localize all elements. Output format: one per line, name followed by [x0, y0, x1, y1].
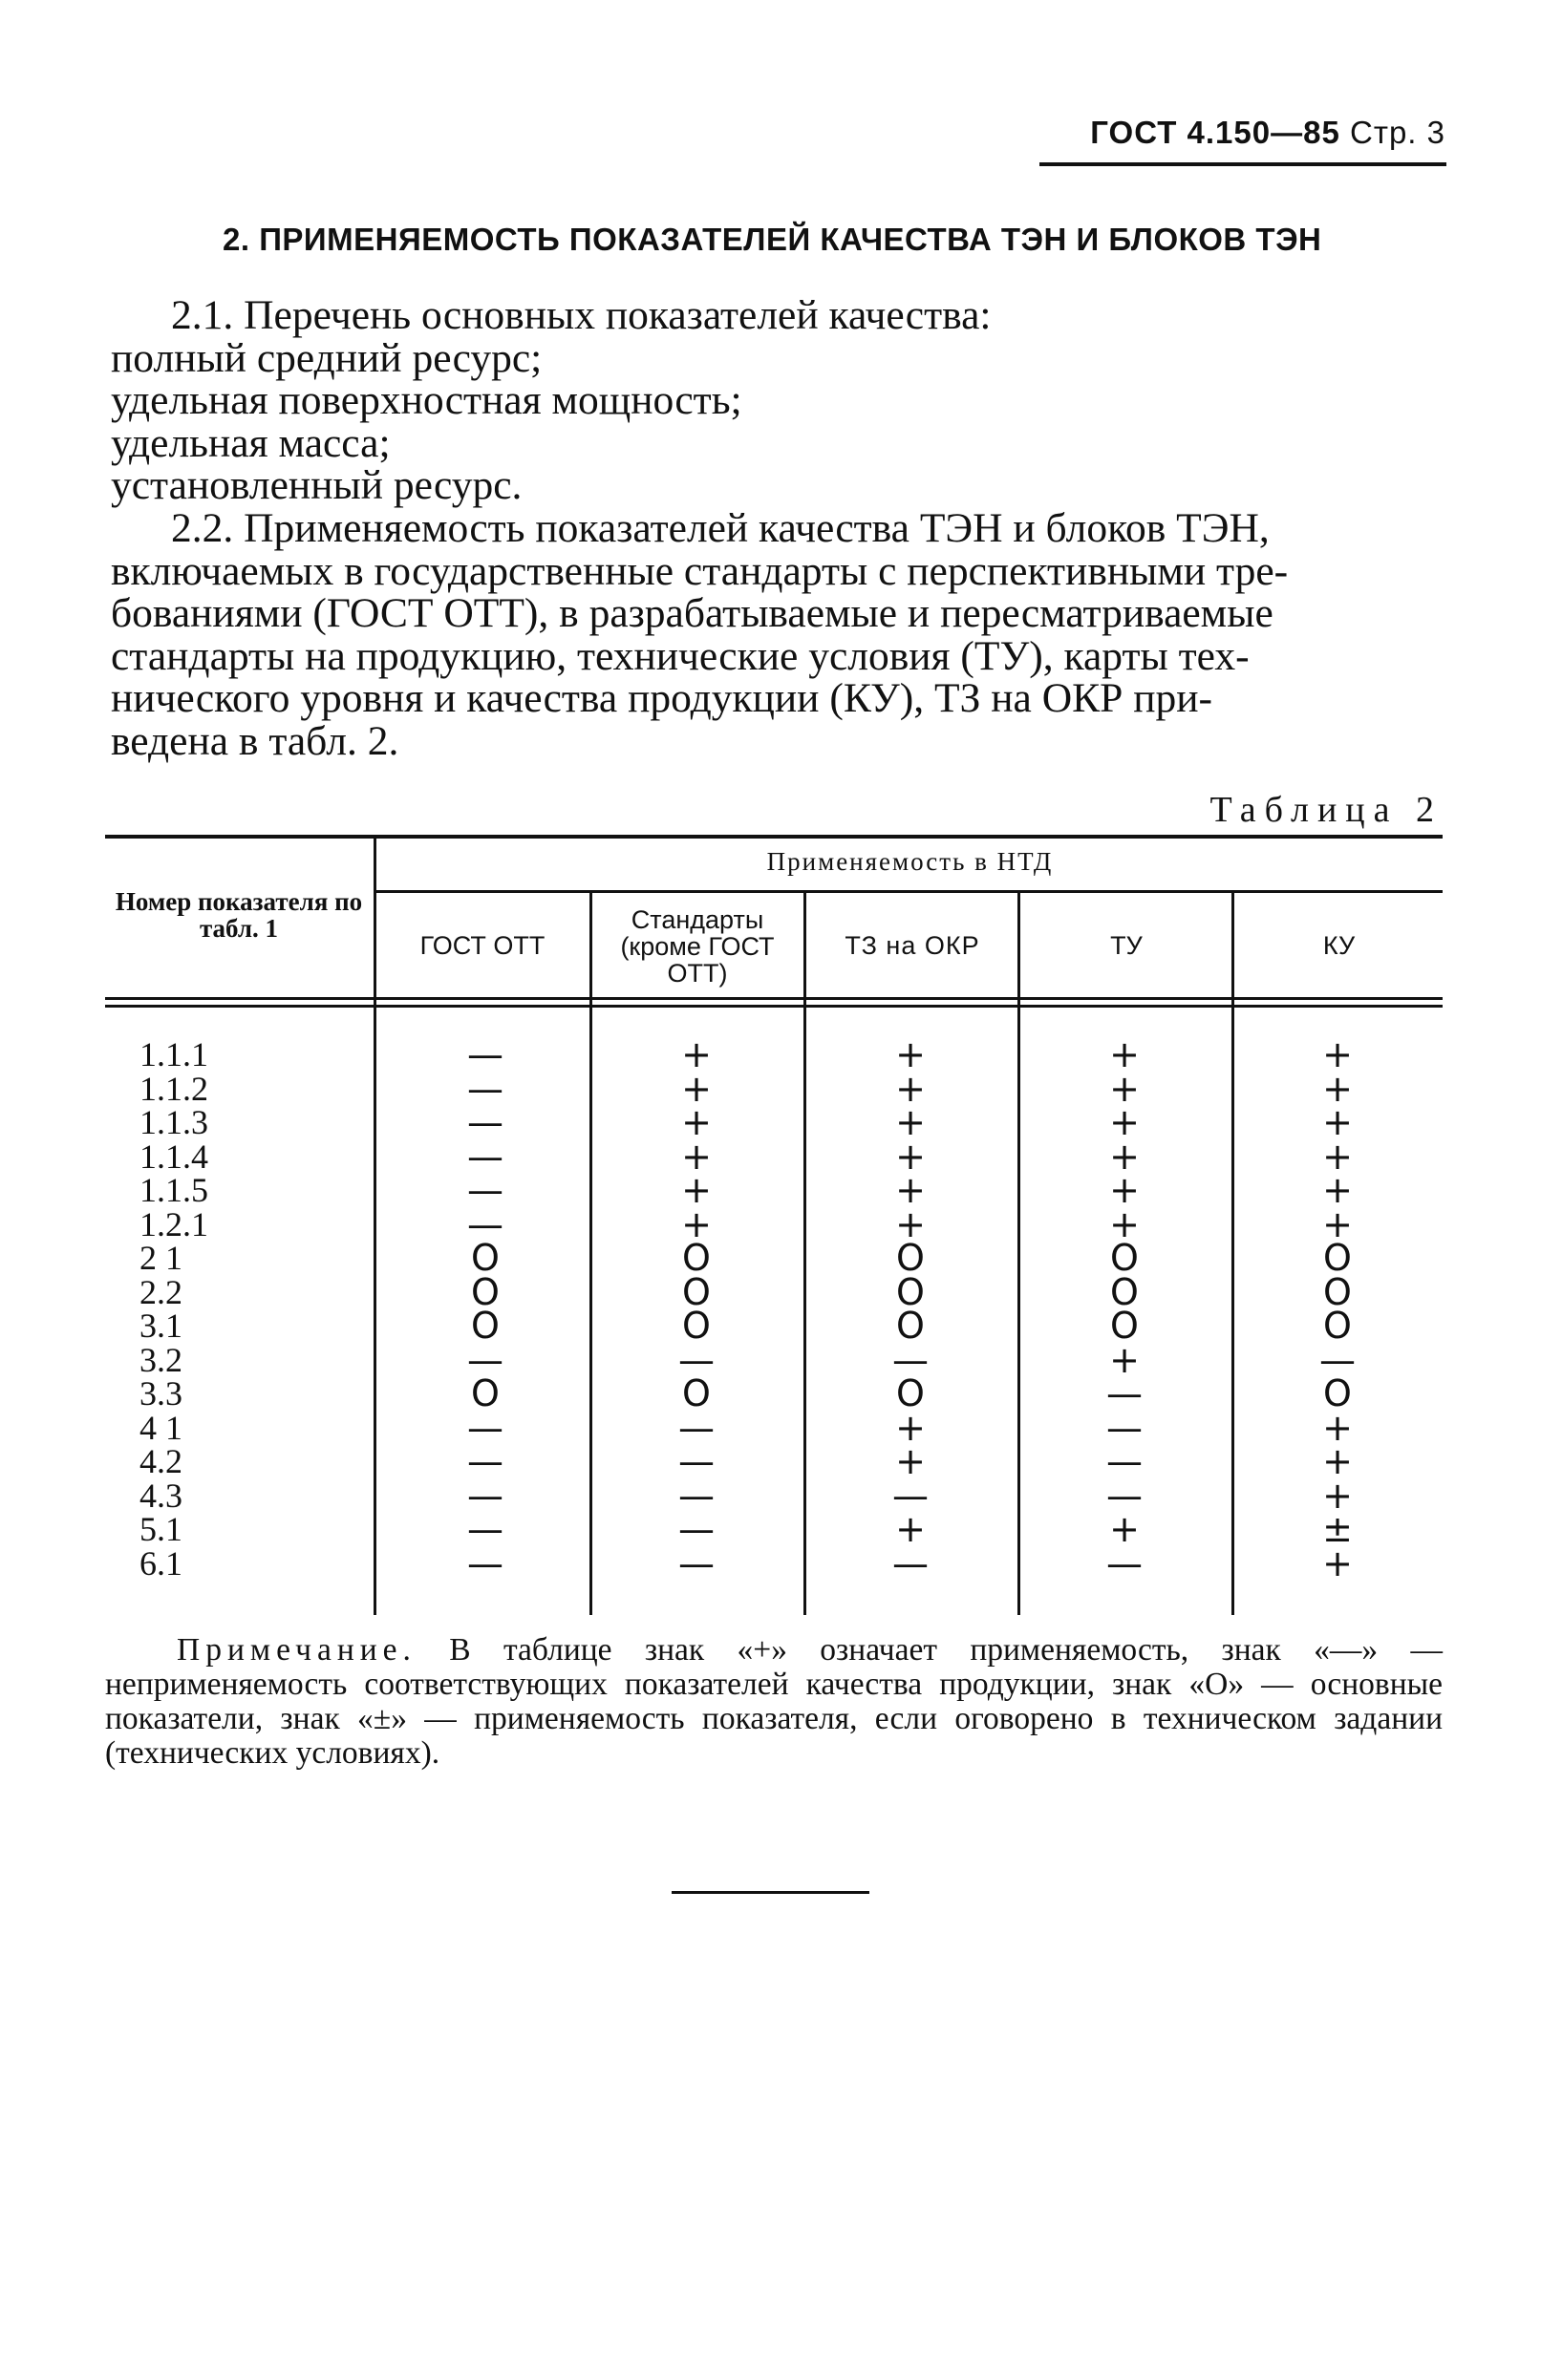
table-header-rule [105, 1005, 1443, 1008]
table-cell: + [1322, 1440, 1353, 1482]
table-top-rule [105, 835, 1443, 839]
table-cell: + [895, 1135, 926, 1178]
table-cell: + [895, 1406, 926, 1449]
table-cell: + [895, 1508, 926, 1550]
table-cell: O [1323, 1305, 1352, 1347]
table-column-divider [589, 892, 592, 1615]
column-header-tz-okr: ТЗ на ОКР [845, 931, 980, 960]
row-number: 4.3 [139, 1476, 182, 1515]
table-cell: + [895, 1169, 926, 1211]
row-number-header: Номер показателя по табл. 1 [115, 887, 363, 943]
table-note [105, 1633, 1443, 1771]
table-cell: + [1322, 1101, 1353, 1143]
table-cell: O [896, 1270, 925, 1313]
page-number: Стр. 3 [1350, 115, 1445, 150]
row-number: 1.1.5 [139, 1171, 208, 1209]
running-header [1090, 115, 1445, 151]
table-cell: — [467, 1474, 503, 1517]
table-cell: + [681, 1101, 712, 1143]
table-cell: — [1106, 1372, 1143, 1414]
column-header-standards: Стандарты (кроме ГОСТ ОТТ) [620, 905, 775, 988]
table-cell: ± [1322, 1508, 1353, 1550]
table-cell: + [681, 1067, 712, 1110]
table-cell: + [1109, 1338, 1140, 1381]
list-item: удельная масса; [111, 419, 391, 466]
table-cell: O [682, 1237, 711, 1279]
table-cell: O [471, 1372, 500, 1414]
table-column-divider [1017, 892, 1020, 1615]
table-cell: + [681, 1033, 712, 1075]
table-cell: O [682, 1305, 711, 1347]
table-cell: O [1323, 1270, 1352, 1313]
table-cell: — [1106, 1406, 1143, 1449]
table-cell: — [1319, 1338, 1356, 1381]
row-number: 2.2 [139, 1272, 182, 1311]
row-number: 3.2 [139, 1340, 182, 1379]
table-cell: — [467, 1338, 503, 1381]
note-label: Примечание. [177, 1632, 417, 1668]
row-number: 1.1.1 [139, 1035, 208, 1073]
table-cell: + [1322, 1541, 1353, 1584]
table-cell: O [471, 1270, 500, 1313]
table-cell: — [467, 1508, 503, 1550]
column-header-gost-ott: ГОСТ ОТТ [419, 931, 546, 960]
table-cell: — [467, 1033, 503, 1075]
table-cell: — [467, 1169, 503, 1211]
table-cell: + [895, 1033, 926, 1075]
row-number: 6.1 [139, 1543, 182, 1583]
table-group-rule [375, 890, 1443, 893]
list-item: полный средний ресурс; [111, 334, 543, 381]
table-cell: + [895, 1101, 926, 1143]
row-number: 4 1 [139, 1408, 182, 1447]
table-cell: — [467, 1135, 503, 1178]
table-cell: — [892, 1338, 929, 1381]
table-cell: O [896, 1372, 925, 1414]
row-number: 3.3 [139, 1374, 182, 1413]
table-cell: O [1110, 1305, 1139, 1347]
table-cell: + [1109, 1202, 1140, 1245]
table-cell: — [467, 1202, 503, 1245]
table-cell: — [1106, 1440, 1143, 1482]
table-cell: — [678, 1440, 715, 1482]
table-cell: O [896, 1305, 925, 1347]
table-header-rule [105, 997, 1443, 1000]
table-cell: O [1323, 1237, 1352, 1279]
table-cell: — [678, 1508, 715, 1550]
table-cell: — [467, 1067, 503, 1110]
table-cell: — [678, 1474, 715, 1517]
table-cell: — [467, 1541, 503, 1584]
table-cell: O [471, 1237, 500, 1279]
table-cell: + [1322, 1202, 1353, 1245]
table-cell: — [467, 1101, 503, 1143]
table-cell: + [1109, 1508, 1140, 1550]
table-cell: O [1110, 1270, 1139, 1313]
table-cell: + [1322, 1135, 1353, 1178]
table-cell: O [682, 1372, 711, 1414]
table-cell: — [892, 1541, 929, 1584]
table-cell: O [1323, 1372, 1352, 1414]
paragraph-2-1 [111, 294, 1443, 507]
table-cell: — [892, 1474, 929, 1517]
row-number: 4.2 [139, 1442, 182, 1480]
table-column-divider [374, 837, 376, 1615]
table-cell: — [1106, 1541, 1143, 1584]
note-paragraph [105, 1633, 1443, 1771]
table-cell: + [895, 1440, 926, 1482]
table-cell: — [678, 1406, 715, 1449]
table-caption: Таблица 2 [1209, 790, 1443, 830]
row-number: 3.1 [139, 1307, 182, 1345]
table-cell: + [895, 1067, 926, 1110]
table-cell: + [681, 1169, 712, 1211]
table-cell: + [1322, 1474, 1353, 1517]
section-heading: 2. ПРИМЕНЯЕМОСТЬ ПОКАЗАТЕЛЕЙ КАЧЕСТВА ТЭН И БЛОКОВ ТЭН [223, 222, 1322, 257]
table-cell: + [1109, 1067, 1140, 1110]
note-text: В таблице знак «+» означает применяемость, знак «—» — неприменяемость соответствующих показателей качества продукции, знак «О» — основные показатели, знак «±» — применяемость показателя, если оговорено в техническом задании (технических условиях). [105, 1632, 1444, 1771]
table-cell: + [1322, 1169, 1353, 1211]
row-number: 5.1 [139, 1510, 182, 1548]
list-item: установленный ресурс. [111, 462, 523, 508]
table-cell: + [681, 1202, 712, 1245]
paragraph-2-1-intro: 2.1. Перечень основных показателей качества: [171, 292, 992, 338]
end-rule [672, 1891, 869, 1894]
column-header-tu: ТУ [1110, 931, 1143, 960]
table-cell: + [1109, 1169, 1140, 1211]
table-cell: — [467, 1440, 503, 1482]
table-cell: + [1322, 1406, 1353, 1449]
table-column-divider [1231, 892, 1234, 1615]
standard-number: ГОСТ 4.150—85 [1090, 115, 1340, 150]
table-cell: + [1109, 1135, 1140, 1178]
table-cell: + [681, 1135, 712, 1178]
table-cell: + [1322, 1067, 1353, 1110]
table-cell: O [471, 1305, 500, 1347]
table-cell: + [1109, 1101, 1140, 1143]
table-cell: O [1110, 1237, 1139, 1279]
row-number: 1.2.1 [139, 1204, 208, 1243]
paragraph-2-2-line: нического уровня и качества продукции (КУ), ТЗ на ОКР при- [111, 675, 1212, 721]
table-cell: + [1322, 1033, 1353, 1075]
table-cell: O [896, 1237, 925, 1279]
paragraph-2-2-line: ведена в табл. 2. [111, 717, 399, 764]
table-cell: O [682, 1270, 711, 1313]
row-number: 2 1 [139, 1239, 182, 1277]
table-cell: + [1109, 1033, 1140, 1075]
paragraph-2-2-line: бованиями (ГОСТ ОТТ), в разрабатываемые и пересматриваемые [111, 590, 1273, 636]
paragraph-2-2 [111, 507, 1443, 762]
group-header: Применяемость в НТД [766, 847, 1054, 876]
table-cell: + [895, 1202, 926, 1245]
table-column-divider [803, 892, 806, 1615]
header-rule [1039, 162, 1446, 166]
paragraph-2-2-line: включаемых в государственные стандарты с перспективными тре- [111, 547, 1289, 594]
row-number: 1.1.2 [139, 1069, 208, 1108]
table-cell: — [678, 1541, 715, 1584]
list-item: удельная поверхностная мощность; [111, 377, 742, 423]
row-number: 1.1.4 [139, 1137, 208, 1176]
table-cell: — [678, 1338, 715, 1381]
column-header-ku: КУ [1322, 931, 1356, 960]
table-cell: — [467, 1406, 503, 1449]
paragraph-2-2-line: 2.2. Применяемость показателей качества ТЭН и блоков ТЭН, [171, 505, 1270, 551]
paragraph-2-2-line: стандарты на продукцию, технические условия (ТУ), карты тех- [111, 632, 1250, 679]
row-number: 1.1.3 [139, 1103, 208, 1141]
table-cell: — [1106, 1474, 1143, 1517]
